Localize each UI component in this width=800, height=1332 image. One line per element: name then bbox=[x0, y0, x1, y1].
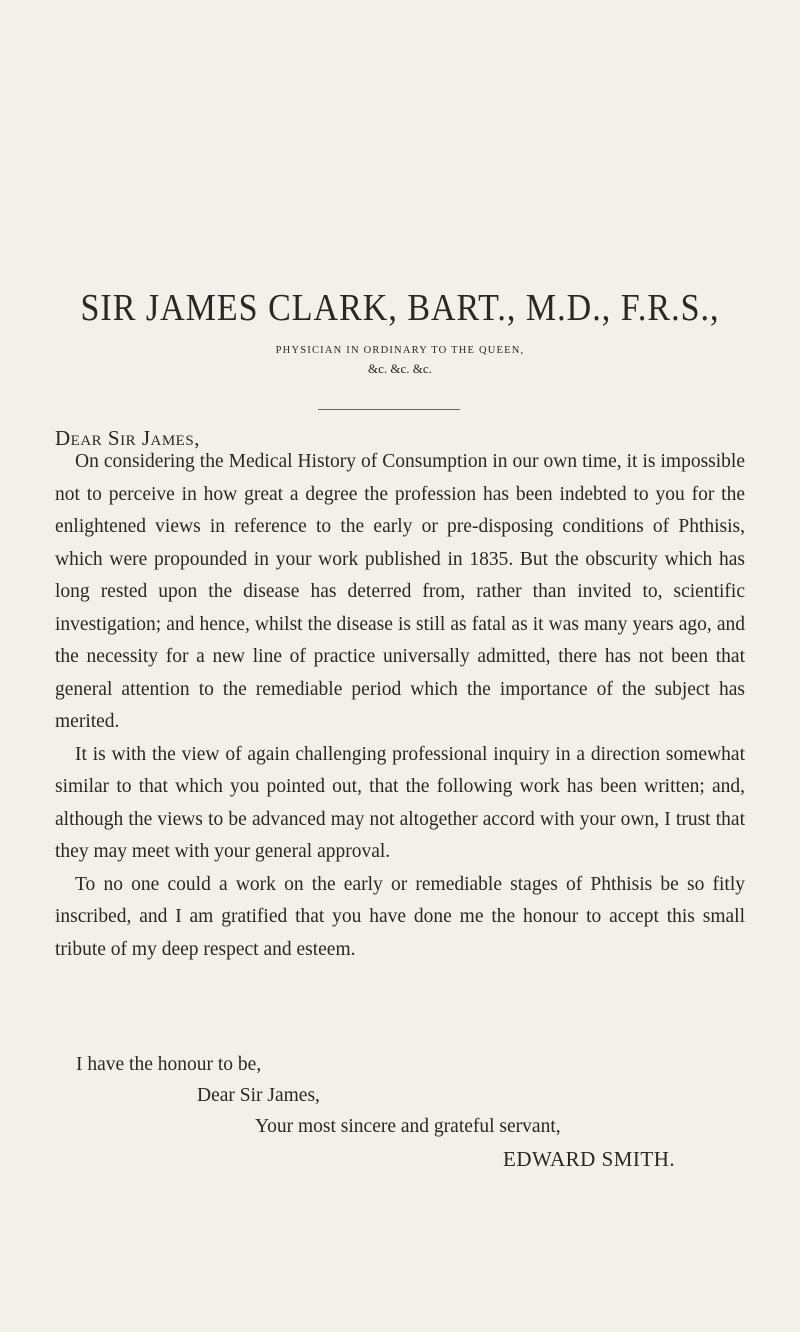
paragraph-3: To no one could a work on the early or remediable stages of Phthisis be so fitly inscribed, and I am gratified that you have done me the honour to accept this small tribute of my deep respect and esteem. bbox=[55, 873, 745, 960]
paragraph-1: On considering the Medical History of Consumption in our own time, it is impossible not to perceive in how great a degree the profession has been indebted to you for the enlightened views in reference to the early or pre-disposing conditions of Phthisis, which were propounded in your work published in 1835. But the obscurity which has long rested upon the disease has deterred from, rather than invited to, scientific investigation; and hence, whilst the disease is still as fatal as it was many years ago, and the necessity for a new line of practice universally admitted, there has not been that general attention to the remediable period which the importance of the subject has merited. bbox=[55, 451, 745, 732]
closing-line-1: I have the honour to be, bbox=[76, 1054, 262, 1075]
signature: EDWARD SMITH. bbox=[503, 1147, 676, 1171]
letter-body bbox=[55, 446, 745, 966]
dedicatee-office: PHYSICIAN IN ORDINARY TO THE QUEEN, bbox=[275, 345, 525, 356]
salutation: Dear Sir James, bbox=[55, 426, 200, 450]
etcetera-line: &c. &c. &c. bbox=[368, 361, 432, 376]
paragraph-2: It is with the view of again challenging professional inquiry in a direction somewhat similar to that which you pointed out, that the following work has been written; and, although the views to be advanced may not altogether accord with your own, I trust that they may meet with your general approval. bbox=[55, 743, 745, 862]
closing-line-3: Your most sincere and grateful servant, bbox=[255, 1116, 561, 1137]
dedicatee-title: SIR JAMES CLARK, BART., M.D., F.R.S., bbox=[80, 287, 720, 330]
divider-rule bbox=[318, 409, 460, 410]
closing-line-2: Dear Sir James, bbox=[197, 1085, 320, 1106]
